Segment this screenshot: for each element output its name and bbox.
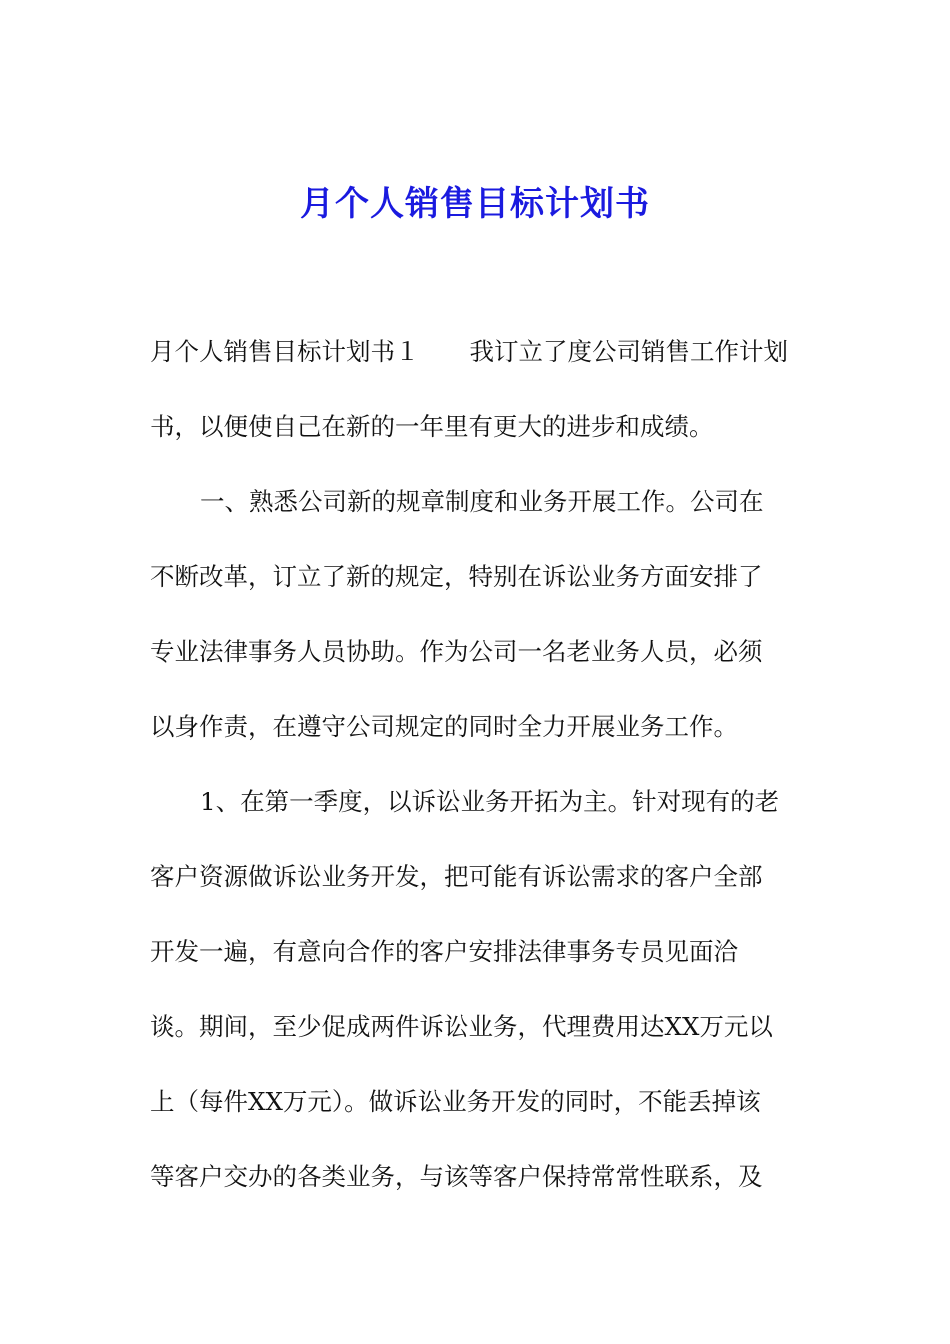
paragraph-line: 上（每件XX万元）。做诉讼业务开发的同时，不能丢掉该 bbox=[150, 1087, 761, 1116]
paragraph-line: 谈。期间，至少促成两件诉讼业务，代理费用达XX万元以 bbox=[150, 1012, 773, 1041]
paragraph-line: 客户资源做诉讼业务开发，把可能有诉讼需求的客户全部 bbox=[150, 862, 763, 891]
paragraph-line bbox=[150, 334, 830, 370]
paragraph-line: 等客户交办的各类业务，与该等客户保持常常性联系，及 bbox=[150, 1162, 763, 1191]
document-title: 月个人销售目标计划书 bbox=[300, 184, 650, 224]
paragraph-line: 专业法律事务人员协助。作为公司一名老业务人员，必须 bbox=[150, 637, 763, 666]
line-segment: 月个人销售目标计划书１ bbox=[150, 337, 420, 366]
paragraph-line: 以身作责，在遵守公司规定的同时全力开展业务工作。 bbox=[150, 712, 738, 741]
paragraph-line: 开发一遍，有意向合作的客户安排法律事务专员见面洽 bbox=[150, 937, 738, 966]
line-segment: 我订立了度公司销售工作计划 bbox=[469, 337, 788, 366]
paragraph-line: 不断改革，订立了新的规定，特别在诉讼业务方面安排了 bbox=[150, 562, 763, 591]
paragraph-line: 书，以便使自己在新的一年里有更大的进步和成绩。 bbox=[150, 412, 714, 441]
paragraph-line: 1、在第一季度，以诉讼业务开拓为主。针对现有的老 bbox=[200, 787, 780, 816]
paragraph-line: 一、熟悉公司新的规章制度和业务开展工作。公司在 bbox=[200, 487, 764, 516]
